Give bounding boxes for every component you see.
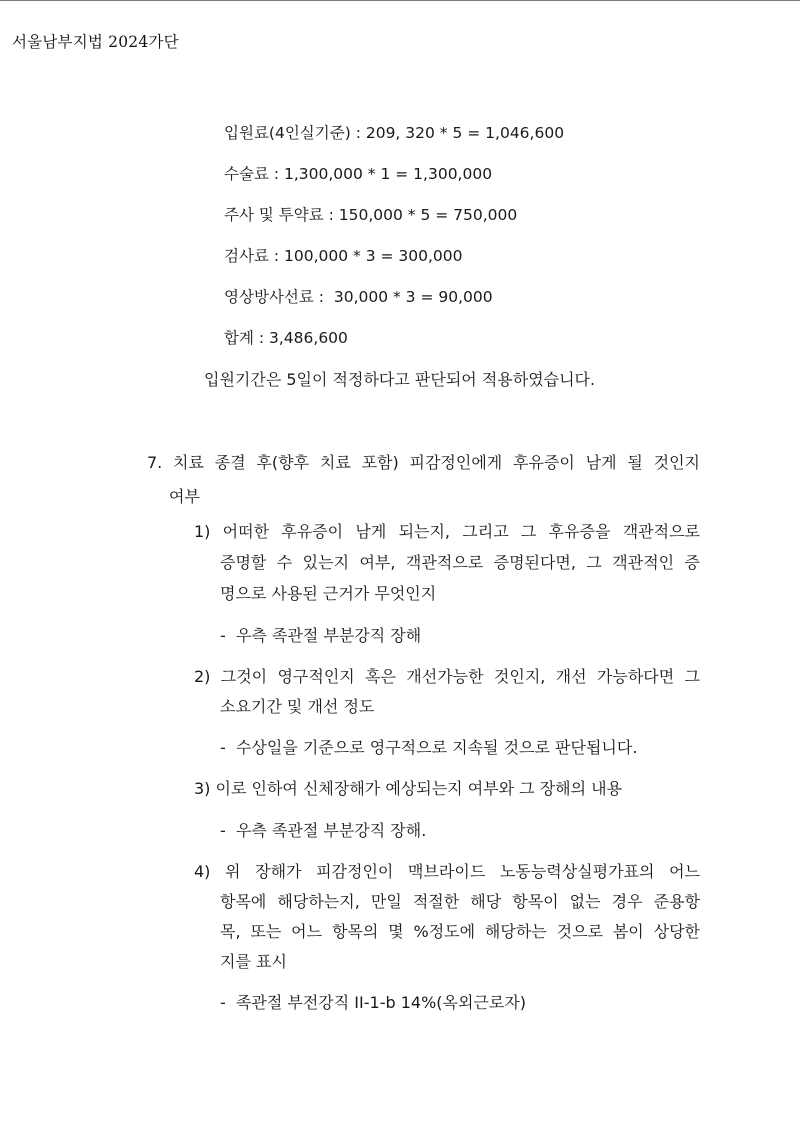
item-1-answer: - 우측 족관절 부분강직 장해 [220, 626, 422, 645]
item-4-line-1: 4) 위 장해가 피감정인이 맥브라이드 노동능력상실평가표의 어느 [194, 862, 700, 881]
fee-line-injection-medication: 주사 및 투약료 : 150,000 * 5 = 750,000 [224, 206, 518, 224]
fee-line-total: 합계 : 3,486,600 [224, 329, 348, 347]
item-2-line-1: 2) 그것이 영구적인지 혹은 개선가능한 것인지, 개선 가능하다면 그 [194, 667, 700, 686]
item-1-line-2: 증명할 수 있는지 여부, 객관적으로 증명된다면, 그 객관적인 증 [220, 553, 700, 572]
section-7-heading-line-1: 7. 치료 종결 후(향후 치료 포함) 피감정인에게 후유증이 남게 될 것인지 [147, 453, 700, 472]
item-3-line-1: 3) 이로 인하여 신체장해가 예상되는지 여부와 그 장해의 내용 [194, 779, 623, 798]
item-4-line-4: 지를 표시 [220, 952, 287, 971]
fee-note: 입원기간은 5일이 적정하다고 판단되어 적용하였습니다. [204, 370, 596, 389]
item-2-line-2: 소요기간 및 개선 정도 [220, 697, 375, 716]
item-1-line-3: 명으로 사용된 근거가 무엇인지 [220, 584, 437, 603]
item-2-answer: - 수상일을 기준으로 영구적으로 지속될 것으로 판단됩니다. [220, 738, 638, 757]
page-top-border [0, 0, 800, 1]
fee-line-hospitalization: 입원료(4인실기준) : 209, 320 * 5 = 1,046,600 [224, 124, 565, 142]
item-3-answer: - 우측 족관절 부분강직 장해. [220, 821, 427, 840]
fee-line-radiology: 영상방사선료 : 30,000 * 3 = 90,000 [224, 288, 493, 306]
fee-line-surgery: 수술료 : 1,300,000 * 1 = 1,300,000 [224, 165, 493, 183]
item-4-line-3: 목, 또는 어느 항목의 몇 %정도에 해당하는 것으로 봄이 상당한 [220, 922, 700, 941]
item-4-line-2: 항목에 해당하는지, 만일 적절한 해당 항목이 없는 경우 준용항 [220, 892, 700, 911]
item-4-answer: - 족관절 부전강직 II-1-b 14%(옥외근로자) [220, 993, 527, 1012]
section-7-heading-line-2: 여부 [169, 487, 200, 506]
item-1-line-1: 1) 어떠한 후유증이 남게 되는지, 그리고 그 후유증을 객관적으로 [194, 522, 700, 541]
fee-line-examination: 검사료 : 100,000 * 3 = 300,000 [224, 247, 463, 265]
case-number-header: 서울남부지법 2024가단 [12, 33, 179, 51]
